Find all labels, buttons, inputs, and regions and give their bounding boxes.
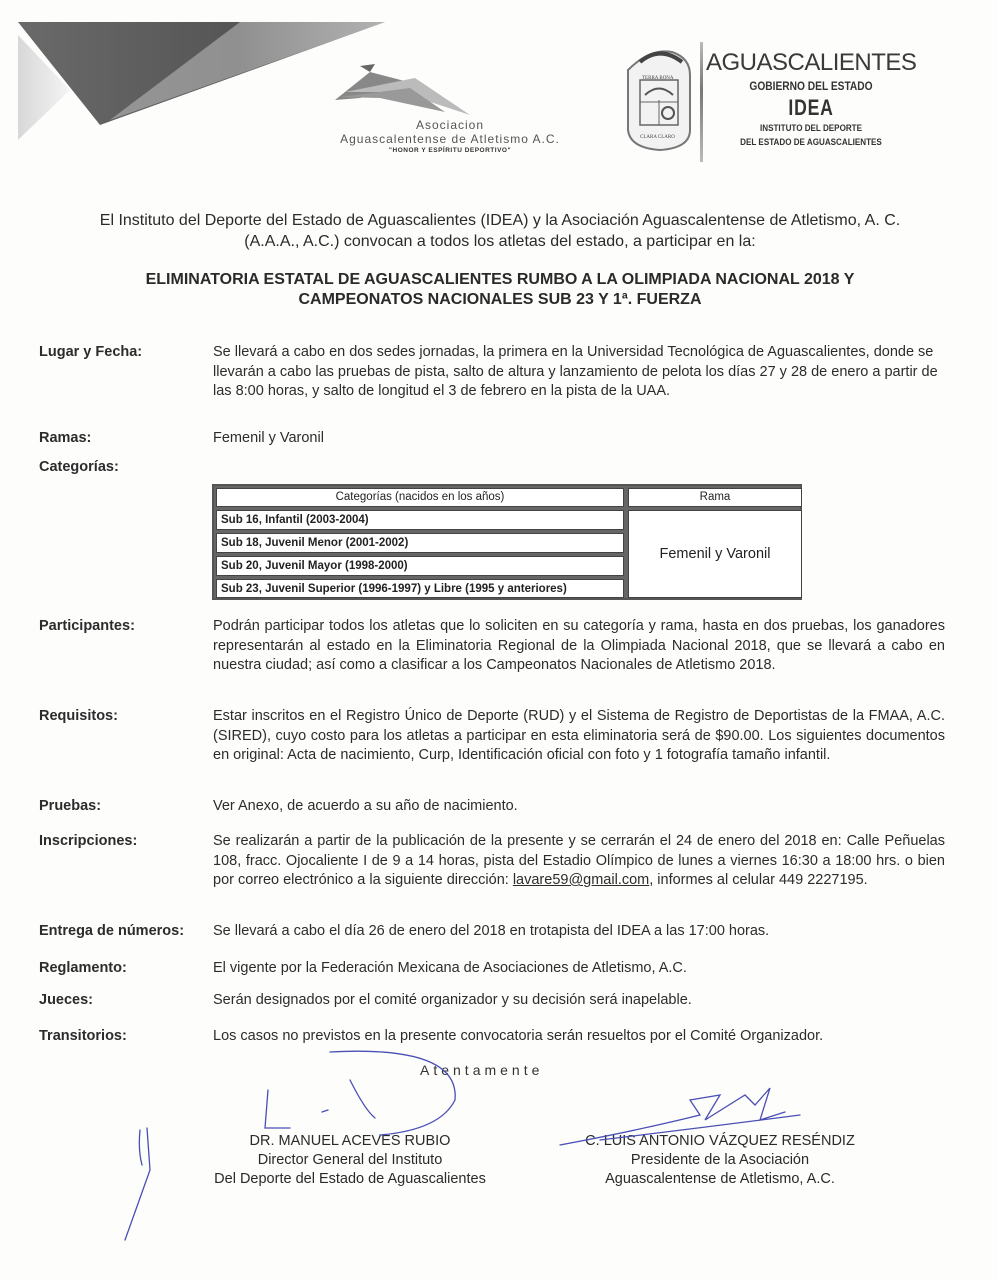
- intro-line2: (A.A.A., A.C.) convocan a todos los atletas del estado, a participar en la:: [244, 233, 756, 250]
- signer-name: DR. MANUEL ACEVES RUBIO: [249, 1133, 451, 1149]
- section-label: Transitorios:: [39, 1028, 127, 1044]
- signer-name: C. LUIS ANTONIO VÁZQUEZ RESÉNDIZ: [585, 1133, 855, 1149]
- section-label: Participantes:: [39, 618, 135, 634]
- signature-block-right: [555, 1132, 885, 1189]
- section-label: Pruebas:: [39, 798, 102, 814]
- table-row: Sub 20, Juvenil Mayor (1998-2000): [216, 556, 624, 576]
- idea-acronym: IDEA: [788, 95, 834, 120]
- section-text: Estar inscritos en el Registro Único de Deporte (RUD) y el Sistema de Registro de Deportistas de la FMAA, A.C. (SIRED), cuyo costo para los atletas a participar en esta eliminatoria será de $90.00. Los siguientes documentos en original: Acta de nacimiento, Curp, Identificación oficial con foto y 1 fotografía tamaño infantil.: [213, 708, 945, 763]
- inscripciones-text: Se realizarán a partir de la publicación de la presente y se cerrarán el 24 de enero del 2018 en: Calle Peñuelas 108, fracc. Ojocaliente I de 9 a 14 horas, pista del Estadio Olímpico de lunes a viernes 16:30 a 18:00 hrs. o bien por correo electrónico a la siguiente dirección:: [213, 833, 945, 888]
- section-label: Jueces:: [39, 992, 94, 1008]
- table-rama-cell: Femenil y Varonil: [628, 510, 802, 598]
- svg-text:CLARA CLARO: CLARA CLARO: [640, 135, 675, 140]
- section-label: Inscripciones:: [39, 833, 138, 849]
- intro-paragraph: [30, 210, 970, 252]
- association-name: [300, 118, 600, 154]
- association-motto: "HONOR Y ESPÍRITU DEPORTIVO": [388, 147, 512, 154]
- table-header-categories: Categorías (nacidos en los años): [216, 488, 624, 507]
- government-logo: [706, 50, 916, 149]
- section-text: Se llevará a cabo en dos sedes jornadas, la primera en la Universidad Tecnológica de Aguascalientes, donde se llevarán a cabo las pruebas de pista, salto de altura y lanzamiento de pelota los días 27 y 28 de enero a partir de las 8:00 horas, y salto de longitud el 3 de febrero en la pista de la UAA.: [213, 344, 938, 399]
- table-row: Sub 18, Juvenil Menor (2001-2002): [216, 533, 624, 553]
- initials-ink: [125, 1128, 150, 1240]
- section-label: Entrega de números:: [39, 923, 185, 939]
- section-text: Los casos no previstos en la presente convocatoria serán resueltos por el Comité Organizador.: [213, 1028, 824, 1044]
- email-link[interactable]: lavare59@gmail.com: [512, 872, 650, 888]
- section-label: Categorías:: [39, 459, 119, 475]
- title-line2: CAMPEONATOS NACIONALES SUB 23 Y 1ª. FUERZA: [298, 291, 702, 308]
- header-divider: [700, 42, 703, 162]
- intro-line1: El Instituto del Deporte del Estado de Aguascalientes (IDEA) y la Asociación Aguascalentense de Atletismo, A. C.: [99, 212, 901, 229]
- section-text: El vigente por la Federación Mexicana de Asociaciones de Atletismo, A.C.: [213, 960, 687, 976]
- association-line2: Aguascalentense de Atletismo A.C.: [340, 132, 560, 146]
- section-label: Reglamento:: [39, 960, 127, 976]
- section-text: Se llevará a cabo el día 26 de enero del 2018 en trotapista del IDEA a las 17:00 horas.: [213, 923, 770, 939]
- section-label: Ramas:: [39, 430, 92, 446]
- signature-block-left: [180, 1132, 520, 1189]
- section-text: Podrán participar todos los atletas que lo soliciten en su categoría y rama, hasta en dos pruebas, los ganadores representarán al estado en la Eliminatoria Regional de la Olimpiada Nacional 2018, que se llevará a cabo en nuestra ciudad; así como a clasificar a los Campeonatos Nacionales de Atletismo 2018.: [213, 618, 945, 673]
- government-subtitle: GOBIERNO DEL ESTADO: [749, 79, 873, 93]
- table-header-rama: Rama: [628, 488, 802, 507]
- section-label: Requisitos:: [39, 708, 118, 724]
- closing-atentamente: Atentamente: [420, 1062, 544, 1078]
- section-text: [213, 832, 945, 891]
- institute-line2: DEL ESTADO DE AGUASCALIENTES: [740, 137, 882, 148]
- section-text: Ver Anexo, de acuerdo a su año de nacimiento.: [213, 798, 518, 814]
- table-row: Sub 23, Juvenil Superior (1996-1997) y Libre (1995 y anteriores): [216, 579, 624, 598]
- signer-title: Aguascalentense de Atletismo, A.C.: [605, 1171, 835, 1187]
- categories-table: [212, 484, 802, 600]
- section-label: Lugar y Fecha:: [39, 344, 143, 360]
- signer-title: Presidente de la Asociación: [630, 1152, 810, 1168]
- signer-title: Director General del Instituto: [257, 1152, 443, 1168]
- section-text: Serán designados por el comité organizador y su decisión será inapelable.: [213, 992, 692, 1008]
- association-line1: Asociacion: [415, 118, 485, 132]
- signer-title: Del Deporte del Estado de Aguascalientes: [214, 1171, 486, 1187]
- state-emblem-icon: [628, 51, 690, 150]
- svg-text:TERRA BONA: TERRA BONA: [642, 76, 674, 81]
- association-logo-icon: [335, 64, 470, 115]
- state-name: AGUASCALIENTES: [706, 49, 917, 76]
- institute-line1: INSTITUTO DEL DEPORTE: [760, 123, 862, 134]
- inscripciones-text-end: , informes al celular 449 2227195.: [649, 872, 868, 888]
- title-line1: ELIMINATORIA ESTATAL DE AGUASCALIENTES RUMBO A LA OLIMPIADA NACIONAL 2018 Y: [145, 271, 855, 288]
- document-title: [30, 270, 970, 310]
- section-text: Femenil y Varonil: [213, 430, 324, 446]
- table-row: Sub 16, Infantil (2003-2004): [216, 510, 624, 530]
